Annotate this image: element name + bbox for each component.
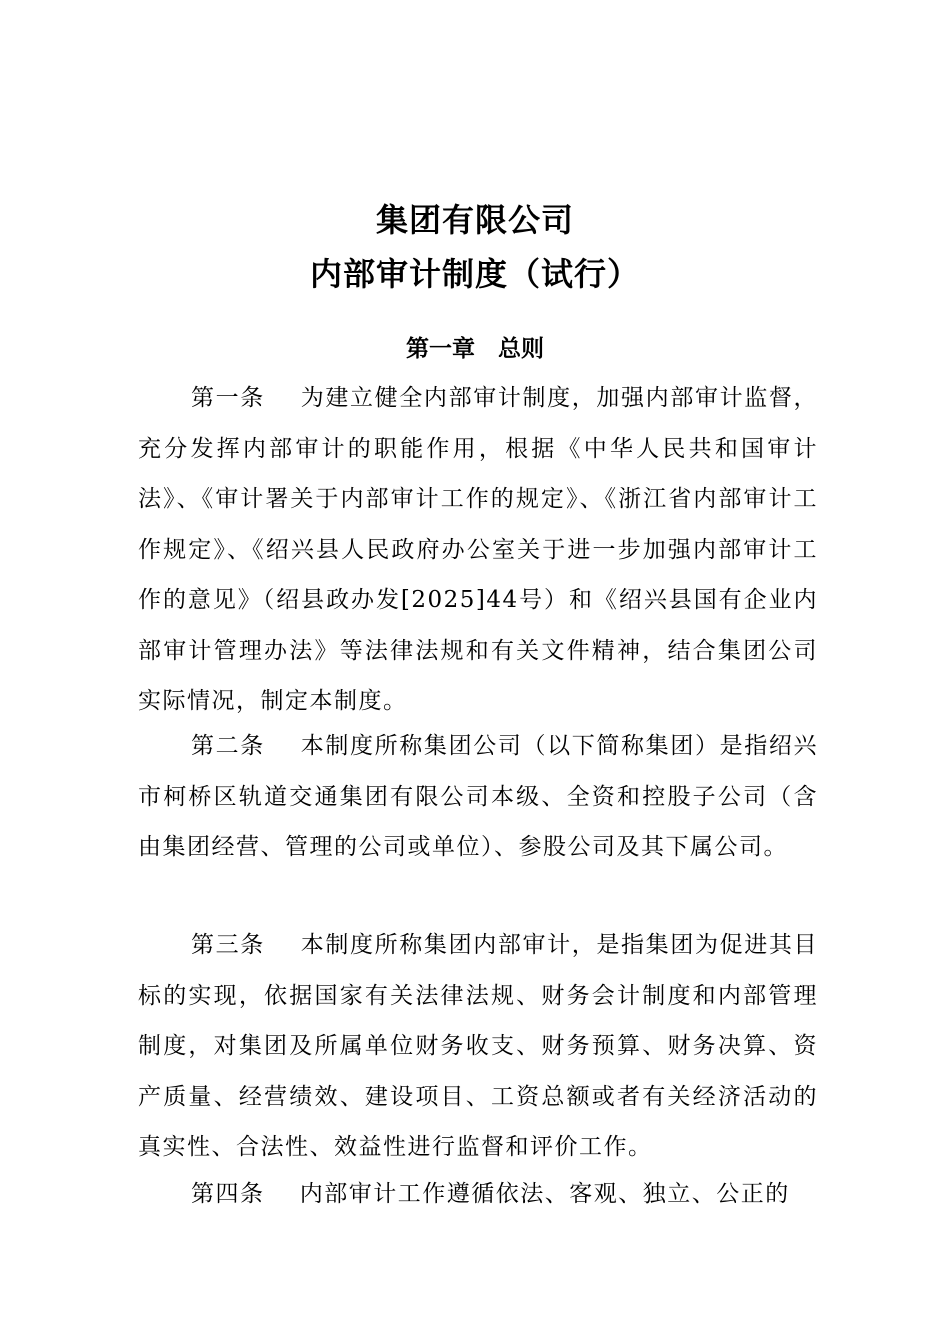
article-1-text: 为建立健全内部审计制度，加强内部审计监督，充分发挥内部审计的职能作用，根据《中华人民共和国审计法》、《审计署关于内部审计工作的规定》、《浙江省内部审计工作规定》、《绍兴县人民政府办公室关于进一步加强内部审计工作的意见》（绍县政办发[2025]44号）和《绍兴县国有企业内部审计管理办法》等法律法规和有关文件精神，结合集团公司实际情况，制定本制度。	[138, 385, 819, 714]
article-2-paragraph	[138, 721, 818, 873]
article-2-text: 本制度所称集团公司（以下简称集团）是指绍兴市柯桥区轨道交通集团有限公司本级、全资和控股子公司（含由集团经营、管理的公司或单位）、参股公司及其下属公司。	[138, 733, 819, 860]
article-4-paragraph	[138, 1169, 818, 1220]
article-1-paragraph	[138, 373, 818, 727]
article-3-paragraph	[138, 920, 818, 1173]
article-4-text: 内部审计工作遵循依法、客观、独立、公正的	[299, 1181, 790, 1207]
chapter-heading: 第一章 总则	[406, 336, 544, 362]
article-1-number: 第一条	[191, 385, 265, 411]
article-3-text: 本制度所称集团内部审计，是指集团为促进其目标的实现，依据国家有关法律法规、财务会计制度和内部管理制度，对集团及所属单位财务收支、财务预算、财务决算、资产质量、经营绩效、建设项目、工资总额或者有关经济活动的真实性、合法性、效益性进行监督和评价工作。	[138, 932, 819, 1160]
article-2-number: 第二条	[191, 733, 265, 759]
article-3-number: 第三条	[191, 932, 265, 958]
article-4-number: 第四条	[191, 1181, 265, 1207]
document-title-line-1: 集团有限公司	[375, 201, 574, 239]
document-title-line-2: 内部审计制度（试行）	[309, 255, 640, 293]
